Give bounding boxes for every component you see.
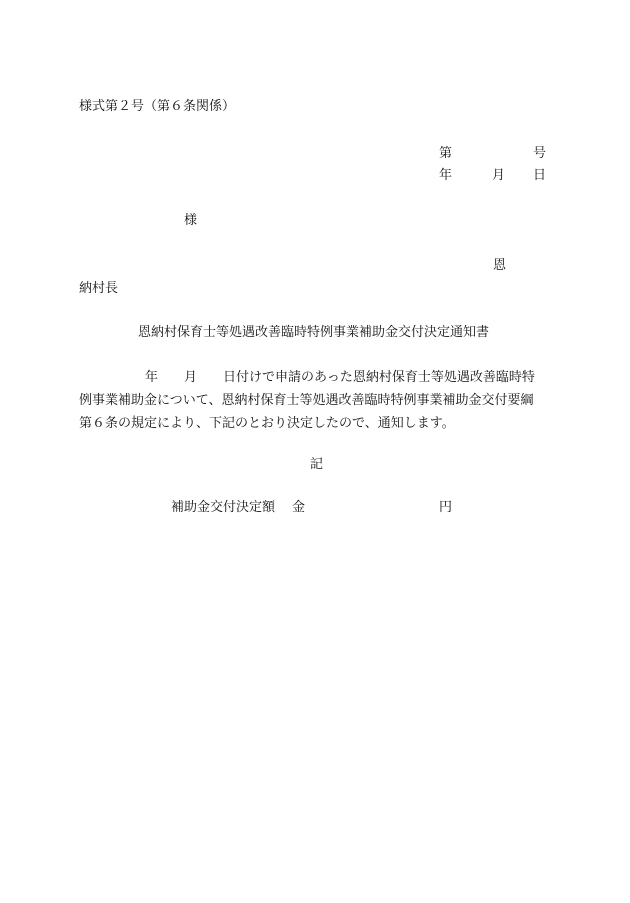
body-line-1 [79, 366, 549, 389]
sender-line2: 納村長 [79, 281, 119, 296]
ki-heading: 記 [310, 457, 324, 472]
date-month: 月 [492, 168, 506, 183]
body-paragraph [79, 366, 549, 435]
amount-kin: 金 [292, 500, 306, 515]
body-line-3: 第６条の規定により、下記のとおり決定したので、通知します。 [79, 416, 455, 431]
doc-number-suffix: 号 [533, 146, 547, 161]
date-day: 日 [533, 168, 547, 183]
doc-number-prefix: 第 [439, 146, 453, 161]
body-month: 月 [184, 370, 198, 385]
body-year: 年 [145, 370, 159, 385]
date-year: 年 [439, 168, 453, 183]
body-line-2: 例事業補助金について、恩納村保育士等処遇改善臨時特例事業補助金交付要綱 [79, 393, 534, 408]
amount-label: 補助金交付決定額 [171, 500, 276, 515]
document-title: 恩納村保育士等処遇改善臨時特例事業補助金交付決定通知書 [138, 325, 490, 340]
form-label: 様式第２号（第６条関係） [79, 99, 236, 114]
amount-yen: 円 [439, 500, 453, 515]
recipient-suffix: 様 [184, 213, 198, 228]
sender-line1: 恩 [493, 258, 507, 273]
body-line-1-rest: 日付けで申請のあった恩納村保育士等処遇改善臨時特 [223, 370, 535, 385]
